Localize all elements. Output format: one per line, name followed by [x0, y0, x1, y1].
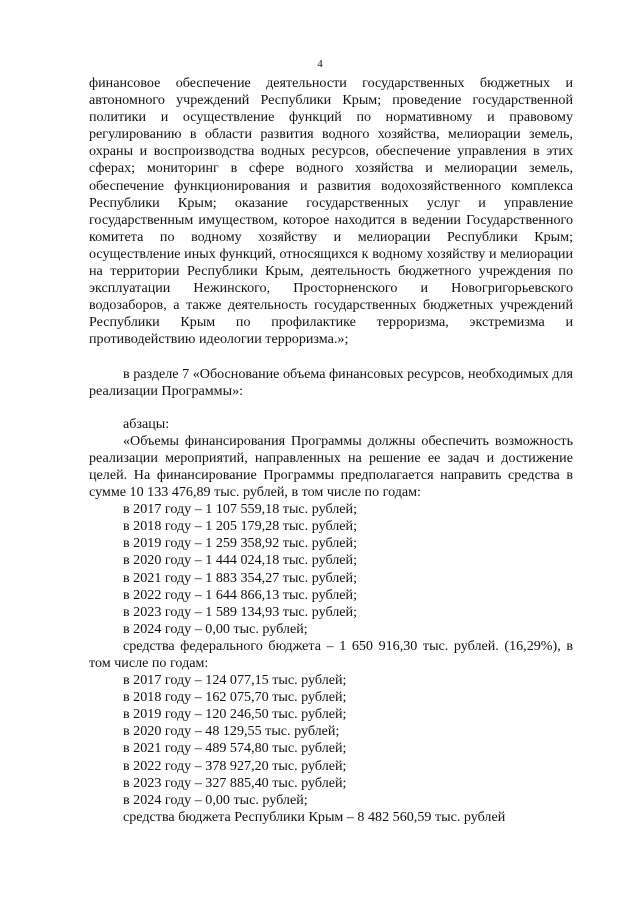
- year-item: в 2021 году – 489 574,80 тыс. рублей;: [123, 740, 347, 757]
- year-item: в 2022 году – 378 927,20 тыс. рублей;: [123, 757, 347, 774]
- paragraph-section-7: в разделе 7 «Обоснование объема финансовых ресурсов, необходимых для реализации Программы»:: [89, 365, 573, 399]
- paragraph-federal-budget: средства федерального бюджета – 1 650 916,30 тыс. рублей. (16,29%), в том числе по годам:: [89, 637, 573, 671]
- document-body: [89, 75, 573, 826]
- year-item: в 2019 году – 1 259 358,92 тыс. рублей;: [123, 535, 358, 552]
- paragraph-abzatsy: абзацы:: [123, 415, 170, 432]
- year-item: в 2022 году – 1 644 866,13 тыс. рублей;: [123, 586, 358, 603]
- spacer: [89, 349, 573, 366]
- year-item: в 2024 году – 0,00 тыс. рублей;: [123, 620, 308, 637]
- year-item: в 2019 году – 120 246,50 тыс. рублей;: [123, 706, 347, 723]
- year-item: в 2018 году – 1 205 179,28 тыс. рублей;: [123, 518, 358, 535]
- year-item: в 2017 году – 124 077,15 тыс. рублей;: [123, 672, 347, 689]
- total-by-year-list: [89, 501, 573, 638]
- year-item: в 2023 году – 1 589 134,93 тыс. рублей;: [123, 603, 358, 620]
- year-item: в 2024 году – 0,00 тыс. рублей;: [123, 791, 308, 808]
- year-item: в 2021 году – 1 883 354,27 тыс. рублей;: [123, 569, 358, 586]
- paragraph-financing-volume: «Объемы финансирования Программы должны обеспечить возможность реализации мероприятий, направленных на решение ее задач и достижение целей. На финансирование Программы предполагается направить средства в сумме 10 133 476,89 тыс. рублей, в том числе по годам:: [89, 432, 573, 501]
- page-number: 4: [317, 58, 323, 70]
- federal-by-year-list: [89, 672, 573, 809]
- year-item: в 2023 году – 327 885,40 тыс. рублей;: [123, 774, 347, 791]
- year-item: в 2020 году – 1 444 024,18 тыс. рублей;: [123, 552, 358, 569]
- year-item: в 2020 году – 48 129,55 тыс. рублей;: [123, 723, 340, 740]
- year-item: в 2018 году – 162 075,70 тыс. рублей;: [123, 689, 347, 706]
- paragraph-crimea-budget: средства бюджета Республики Крым – 8 482 560,59 тыс. рублей: [123, 808, 506, 825]
- spacer: [89, 400, 573, 416]
- paragraph-functions: финансовое обеспечение деятельности государственных бюджетных и автономного учреждений Республики Крым; проведение государственной политики и осуществление функций по нормативному и правовому регулированию в области развития водного хозяйства, мелиорации земель, охраны и воспроизводства водных ресурсов, обеспечение управления в этих сферах; мониторинг в сфере водного хозяйства и мелиорации земель, обеспечение функционирования и развития водохозяйственного комплекса Республики Крым; оказание государственных услуг и управление государственным имуществом, которое находится в ведении Государственного комитета по водному хозяйству и мелиорации Республики Крым; осуществление иных функций, относящихся к водному хозяйству и мелиорации на территории Республики Крым, деятельность бюджетного учреждения по эксплуатации Нежинского, Просторненского и Новогригорьевского водозаборов, а также деятельность государственных бюджетных учреждений Республики Крым по профилактике терроризма, экстремизма и противодействию идеологии терроризма.»;: [89, 75, 573, 348]
- year-item: в 2017 году – 1 107 559,18 тыс. рублей;: [123, 501, 358, 518]
